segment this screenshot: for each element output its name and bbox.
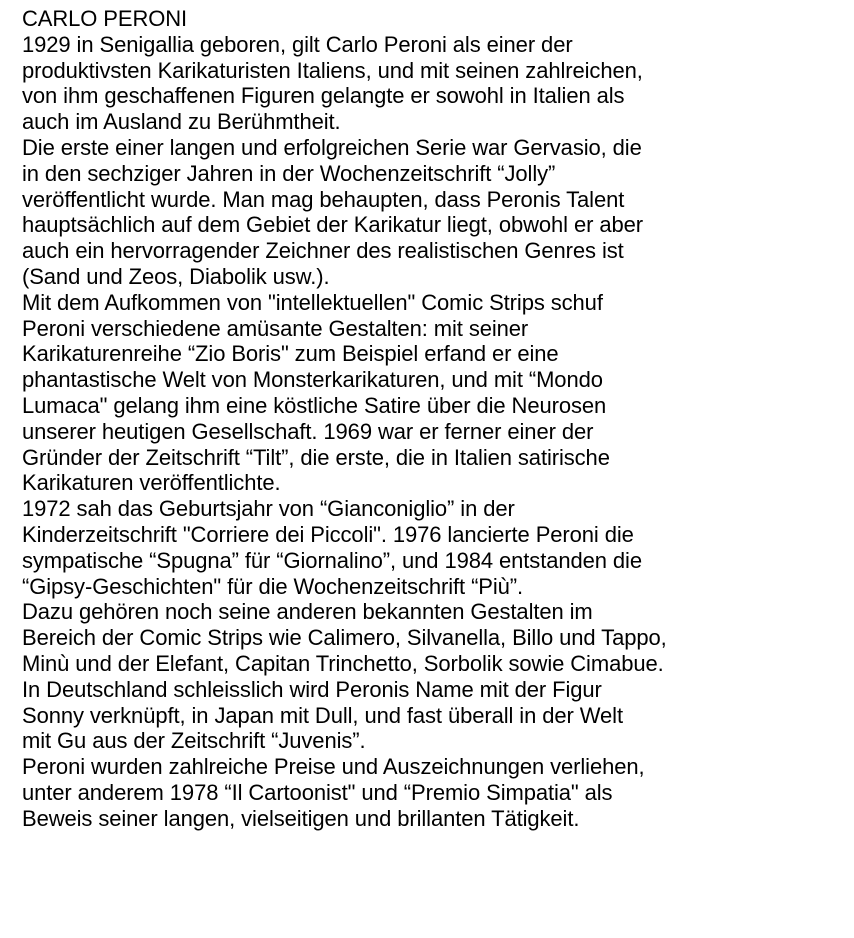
text-line: Bereich der Comic Strips wie Calimero, Silvanella, Billo und Tappo, bbox=[22, 625, 667, 651]
text-line: Lumaca" gelang ihm eine köstliche Satire über die Neurosen bbox=[22, 392, 607, 418]
text-line: Peroni verschiedene amüsante Gestalten: mit seiner bbox=[22, 315, 529, 341]
text-line: Die erste einer langen und erfolgreichen Serie war Gervasio, die bbox=[22, 134, 642, 160]
text-line: Karikaturen veröffentlichte. bbox=[22, 470, 281, 496]
text-line: Sonny verknüpft, in Japan mit Dull, und fast überall in der Welt bbox=[22, 702, 623, 728]
text-line: Karikaturenreihe “Zio Boris" zum Beispiel erfand er eine bbox=[22, 341, 559, 367]
text-line: unserer heutigen Gesellschaft. 1969 war er ferner einer der bbox=[22, 418, 594, 444]
text-line: Mit dem Aufkommen von "intellektuellen" Comic Strips schuf bbox=[22, 289, 603, 315]
text-line: von ihm geschaffenen Figuren gelangte er sowohl in Italien als bbox=[22, 83, 625, 109]
text-line: mit Gu aus der Zeitschrift “Juvenis”. bbox=[22, 728, 366, 754]
text-line: 1972 sah das Geburtsjahr von “Gianconiglio” in der bbox=[22, 496, 515, 522]
text-line: phantastische Welt von Monsterkarikaturen, und mit “Mondo bbox=[22, 367, 603, 393]
text-line: in den sechziger Jahren in der Wochenzeitschrift “Jolly” bbox=[22, 160, 556, 186]
text-line: “Gipsy-Geschichten" für die Wochenzeitschrift “Più”. bbox=[22, 573, 524, 599]
text-line: veröffentlicht wurde. Man mag behaupten, dass Peronis Talent bbox=[22, 186, 625, 212]
document-page bbox=[22, 6, 842, 832]
text-line: (Sand und Zeos, Diabolik usw.). bbox=[22, 263, 330, 289]
document-title: CARLO PERONI bbox=[22, 6, 188, 31]
text-line: Dazu gehören noch seine anderen bekannten Gestalten im bbox=[22, 599, 593, 625]
text-line: sympatische “Spugna” für “Giornalino”, und 1984 entstanden die bbox=[22, 547, 642, 573]
text-line: hauptsächlich auf dem Gebiet der Karikatur liegt, obwohl er aber bbox=[22, 212, 643, 238]
text-line: Beweis seiner langen, vielseitigen und brillanten Tätigkeit. bbox=[22, 805, 580, 831]
text-line: auch ein hervorragender Zeichner des realistischen Genres ist bbox=[22, 238, 624, 264]
text-line: Gründer der Zeitschrift “Tilt”, die erste, die in Italien satirische bbox=[22, 444, 610, 470]
text-line: Minù und der Elefant, Capitan Trinchetto, Sorbolik sowie Cimabue. bbox=[22, 650, 664, 676]
text-line: Peroni wurden zahlreiche Preise und Auszeichnungen verliehen, bbox=[22, 754, 645, 780]
text-line: auch im Ausland zu Berühmtheit. bbox=[22, 109, 341, 135]
text-line: Kinderzeitschrift "Corriere dei Piccoli". 1976 lancierte Peroni die bbox=[22, 521, 634, 547]
text-line: produktivsten Karikaturisten Italiens, und mit seinen zahlreichen, bbox=[22, 57, 643, 83]
text-line: unter anderem 1978 “Il Cartoonist" und “Premio Simpatia" als bbox=[22, 779, 613, 805]
text-line: In Deutschland schleisslich wird Peronis Name mit der Figur bbox=[22, 676, 602, 702]
text-line: 1929 in Senigallia geboren, gilt Carlo Peroni als einer der bbox=[22, 31, 573, 57]
